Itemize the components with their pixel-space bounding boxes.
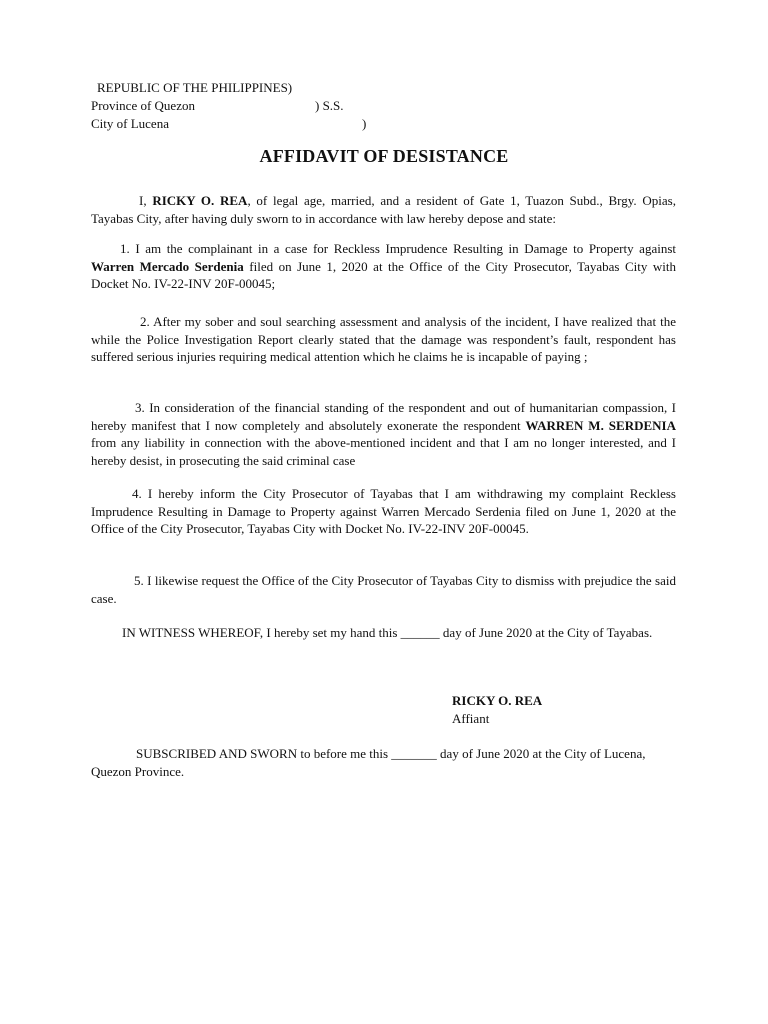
venue-ss: ) S.S.	[315, 98, 344, 113]
jurat-paragraph	[91, 745, 676, 780]
respondent-name-1: Warren Mercado Serdenia	[91, 258, 244, 274]
paragraph-4	[91, 485, 676, 538]
signature-role: Affiant	[452, 711, 490, 726]
item4-text: 4. I hereby inform the City Prosecutor of Tayabas that I am withdrawing my complaint Reckless Imprudence Resulting in Damage to Property against Warren Mercado Serdenia filed on June 1, 2020 at the Office of the City Prosecutor, Tayabas City with Docket No. IV-22-INV 20F-00045.	[91, 486, 676, 536]
item5-text: 5. I likewise request the Office of the City Prosecutor of Tayabas City to dismiss with prejudice the said case.	[91, 573, 676, 606]
venue-city: City of Lucena	[91, 116, 169, 131]
item1-pre: 1. I am the complainant in a case for Reckless Imprudence Resulting in Damage to Property against	[120, 241, 676, 256]
paragraph-2	[91, 313, 676, 366]
intro-post: , of legal age, married, and a resident of Gate 1, Tuazon Subd., Brgy. Opias, Tayabas City, after having duly sworn to in accordance with law hereby depose and state:	[91, 193, 676, 226]
witness-paragraph	[91, 624, 676, 642]
respondent-name-3: WARREN M. SERDENIA	[525, 417, 676, 433]
venue-province: Province of Quezon	[91, 98, 195, 113]
signature-name: RICKY O. REA	[452, 693, 543, 708]
paragraph-1	[91, 240, 676, 293]
item2-text: 2. After my sober and soul searching assessment and analysis of the incident, I have realized that the while the Police Investigation Report clearly stated that the damage was respondent’s fault, respondent has suffered serious injuries requiring medical attention which he claims he is incapable of paying ;	[91, 314, 676, 364]
intro-paragraph	[91, 192, 676, 227]
document-title: AFFIDAVIT OF DESISTANCE	[259, 146, 509, 166]
venue-paren: )	[362, 116, 367, 131]
paragraph-3	[91, 399, 676, 469]
paragraph-5	[91, 572, 676, 607]
sworn-text: SUBSCRIBED AND SWORN to before me this _______ day of June 2020 at the City of Lucena, Quezon Province.	[91, 746, 646, 779]
intro-pre: I,	[139, 193, 153, 208]
witness-text: IN WITNESS WHEREOF, I hereby set my hand this ______ day of June 2020 at the City of Tayabas.	[122, 625, 653, 640]
item3-post: from any liability in connection with the above-mentioned incident and that I am no longer interested, and I hereby desist, in prosecuting the said criminal case	[91, 435, 676, 468]
affiant-name-intro: RICKY O. REA	[152, 193, 248, 208]
item3-pre: 3. In consideration of the financial standing of the respondent and out of humanitarian compassion, I hereby manifest that I now completely and absolutely exonerate the respondent	[91, 400, 676, 433]
item1-post: filed on June 1, 2020 at the Office of the City Prosecutor, Tayabas City with Docket No. IV-22-INV 20F-00045;	[91, 258, 676, 291]
venue-republic: REPUBLIC OF THE PHILIPPINES)	[97, 80, 293, 95]
